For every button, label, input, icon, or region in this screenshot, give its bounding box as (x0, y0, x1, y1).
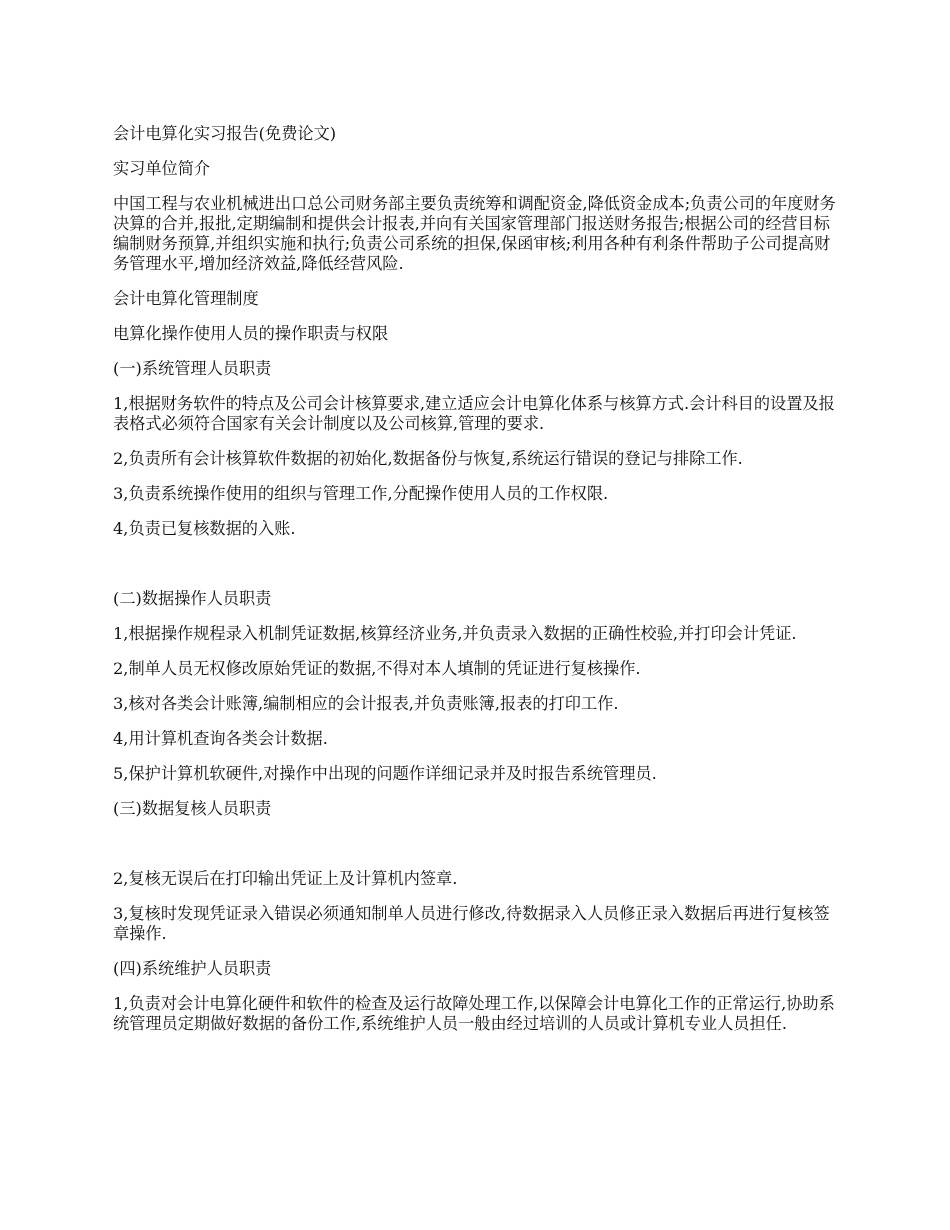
document-title: 会计电算化实习报告(免费论文) (113, 124, 337, 143)
part3-heading: (三)数据复核人员职责 (113, 799, 272, 818)
document-body (113, 124, 843, 1049)
list-item: 1,根据财务软件的特点及公司会计核算要求,建立适应会计电算化体系与核算方式.会计科目的设置及报表格式必须符合国家有关会计制度以及公司核算,管理的要求. (113, 394, 835, 433)
section-heading-management-system: 会计电算化管理制度 (113, 289, 259, 308)
list-item: 4,用计算机查询各类会计数据. (113, 729, 328, 748)
list-item: 2,负责所有会计核算软件数据的初始化,数据备份与恢复,系统运行错误的登记与排除工作. (113, 449, 743, 468)
list-item: 2,复核无误后在打印输出凭证上及计算机内签章. (113, 869, 458, 888)
blank-gap (113, 834, 843, 869)
list-item: 5,保护计算机软硬件,对操作中出现的问题作详细记录并及时报告系统管理员. (113, 764, 657, 783)
list-item: 2,制单人员无权修改原始凭证的数据,不得对本人填制的凭证进行复核操作. (113, 659, 641, 678)
list-item: 1,根据操作规程录入机制凭证数据,核算经济业务,并负责录入数据的正确性校验,并打印会计凭证. (113, 624, 797, 643)
part1-heading: (一)系统管理人员职责 (113, 359, 272, 378)
list-item: 4,负责已复核数据的入账. (113, 519, 296, 538)
blank-gap (113, 554, 843, 589)
list-item: 3,负责系统操作使用的组织与管理工作,分配操作使用人员的工作权限. (113, 484, 609, 503)
list-item: 3,复核时发现凭证录入错误必须通知制单人员进行修改,待数据录入人员修正录入数据后再进行复核签章操作. (113, 904, 830, 943)
company-intro-paragraph: 中国工程与农业机械进出口总公司财务部主要负责统筹和调配资金,降低资金成本;负责公司的年度财务决算的合并,报批,定期编制和提供会计报表,并向有关国家管理部门报送财务报告;根据公司的经营目标编制财务预算,并组织实施和执行;负责公司系统的担保,保函审核;利用各种有利条件帮助子公司提高财务管理水平,增加经济效益,降低经营风险. (113, 194, 836, 273)
part4-heading: (四)系统维护人员职责 (113, 959, 272, 978)
part2-heading: (二)数据操作人员职责 (113, 589, 272, 608)
list-item: 3,核对各类会计账簿,编制相应的会计报表,并负责账簿,报表的打印工作. (113, 694, 619, 713)
subheading-operator-duties: 电算化操作使用人员的操作职责与权限 (113, 324, 389, 343)
section-heading-company-intro: 实习单位简介 (113, 159, 211, 178)
list-item: 1,负责对会计电算化硬件和软件的检查及运行故障处理工作,以保障会计电算化工作的正常运行,协助系统管理员定期做好数据的备份工作,系统维护人员一般由经过培训的人员或计算机专业人员担任. (113, 994, 835, 1033)
